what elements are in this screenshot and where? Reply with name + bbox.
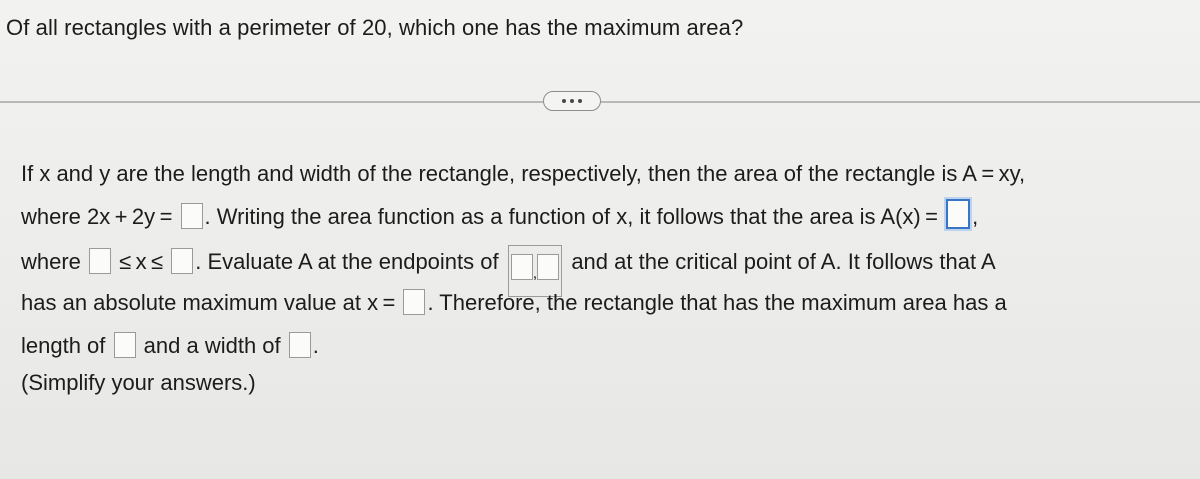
answer-input-perimeter[interactable]: [181, 203, 203, 229]
line-2: where 2x + 2y = . Writing the area function as a function of x, it follows that the area is A(x) = ,: [21, 196, 978, 238]
line-1: If x and y are the length and width of the rectangle, respectively, then the area of the rectangle is A = xy,: [21, 161, 1026, 186]
answer-input-interval-end[interactable]: [537, 254, 559, 280]
simplify-note: (Simplify your answers.): [21, 370, 256, 395]
interval-input: ,: [508, 245, 562, 297]
line-3: where ≤ x ≤ . Evaluate A at the endpoints of , and at the critical point of A. It follows that A: [21, 241, 996, 297]
line-5: length of and a width of .: [21, 333, 319, 358]
line-4: has an absolute maximum value at x = . Therefore, the rectangle that has the maximum area has a: [21, 290, 1007, 315]
answer-input-max-x[interactable]: [403, 289, 425, 315]
answer-input-area-function[interactable]: [946, 199, 970, 229]
answer-input-interval-start[interactable]: [511, 254, 533, 280]
ellipsis-icon: [562, 99, 566, 103]
question-text: Of all rectangles with a perimeter of 20, which one has the maximum area?: [6, 15, 744, 40]
expand-more-button[interactable]: [543, 91, 601, 111]
answer-input-lower-bound[interactable]: [89, 248, 111, 274]
answer-input-length[interactable]: [114, 332, 136, 358]
answer-input-width[interactable]: [289, 332, 311, 358]
answer-input-upper-bound[interactable]: [171, 248, 193, 274]
